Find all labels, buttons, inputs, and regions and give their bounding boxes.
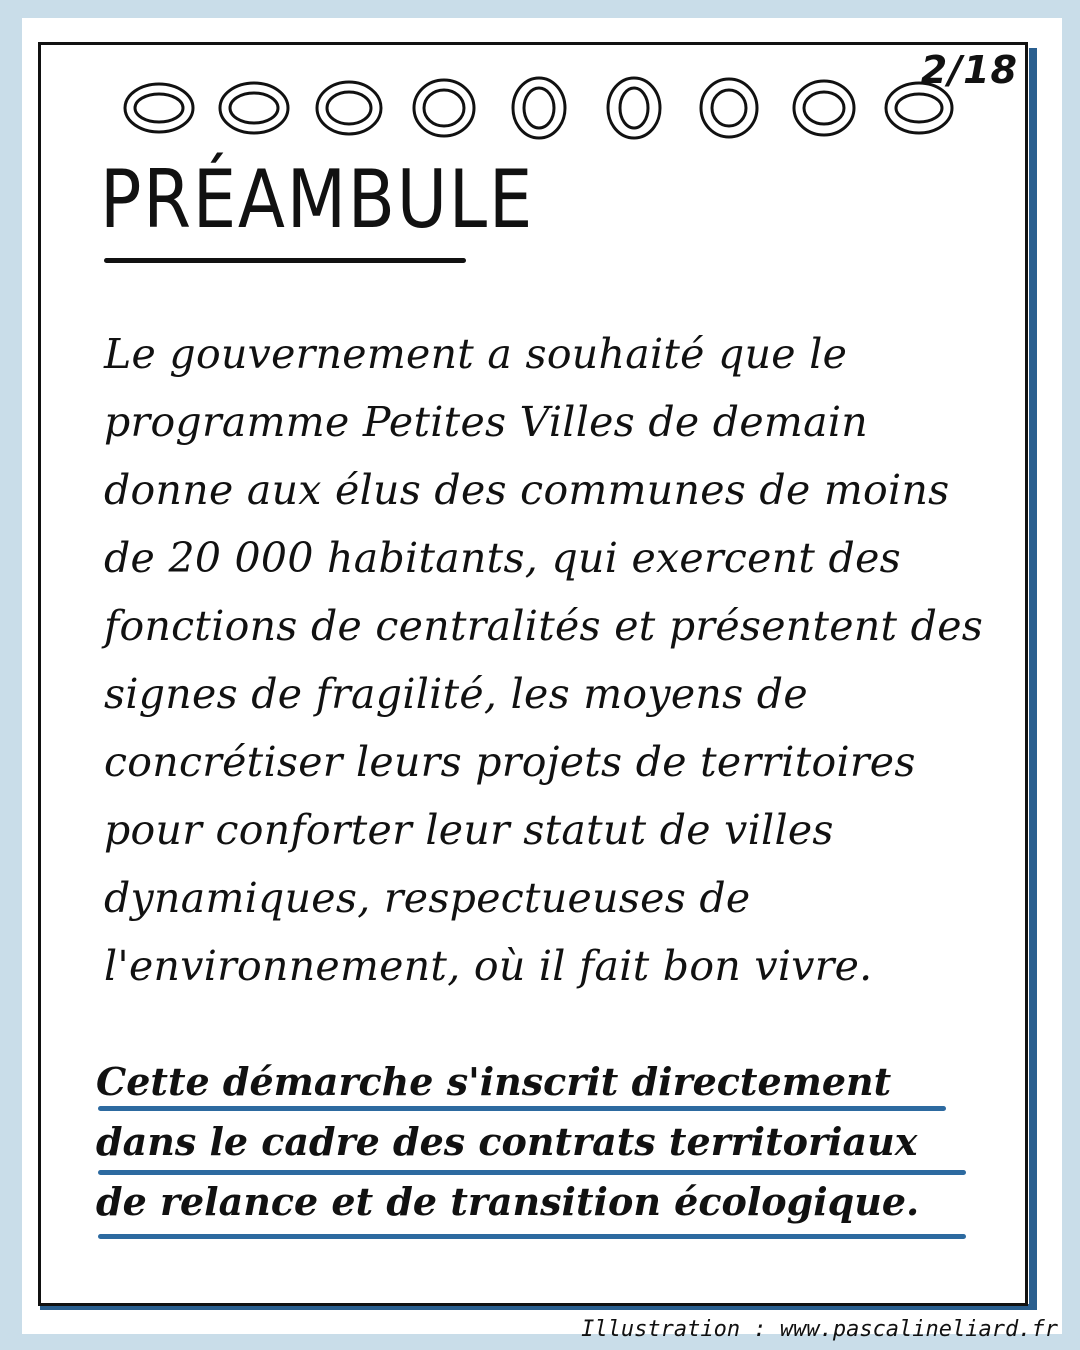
page-number: 2/18 (920, 48, 1018, 92)
highlight-underline-1 (98, 1106, 946, 1111)
highlight-underline-2 (98, 1170, 966, 1175)
highlight-statement: Cette démarche s'inscrit directement dans le cadre des contrats territoriaux de relance et de transition écologique. (96, 1059, 920, 1224)
illustration-credit: Illustration : www.pascalineliard.fr (581, 1317, 1058, 1342)
spiral-binding-icon (121, 63, 1001, 153)
page-title: PRÉAMBULE (100, 153, 535, 246)
highlight-underline-3 (98, 1234, 966, 1239)
title-underline (104, 258, 466, 263)
preamble-body: Le gouvernement a souhaité que le programme Petites Villes de demain donne aux élus des communes de moins de 20 000 habitants, qui exercent des fonctions de centralités et présentent des signes de fragilité, les moyens de concrétiser leurs projets de territoires pour conforter leur statut de villes dynamiques, respectueuses de l'environnement, où il fait bon vivre. (104, 330, 984, 990)
